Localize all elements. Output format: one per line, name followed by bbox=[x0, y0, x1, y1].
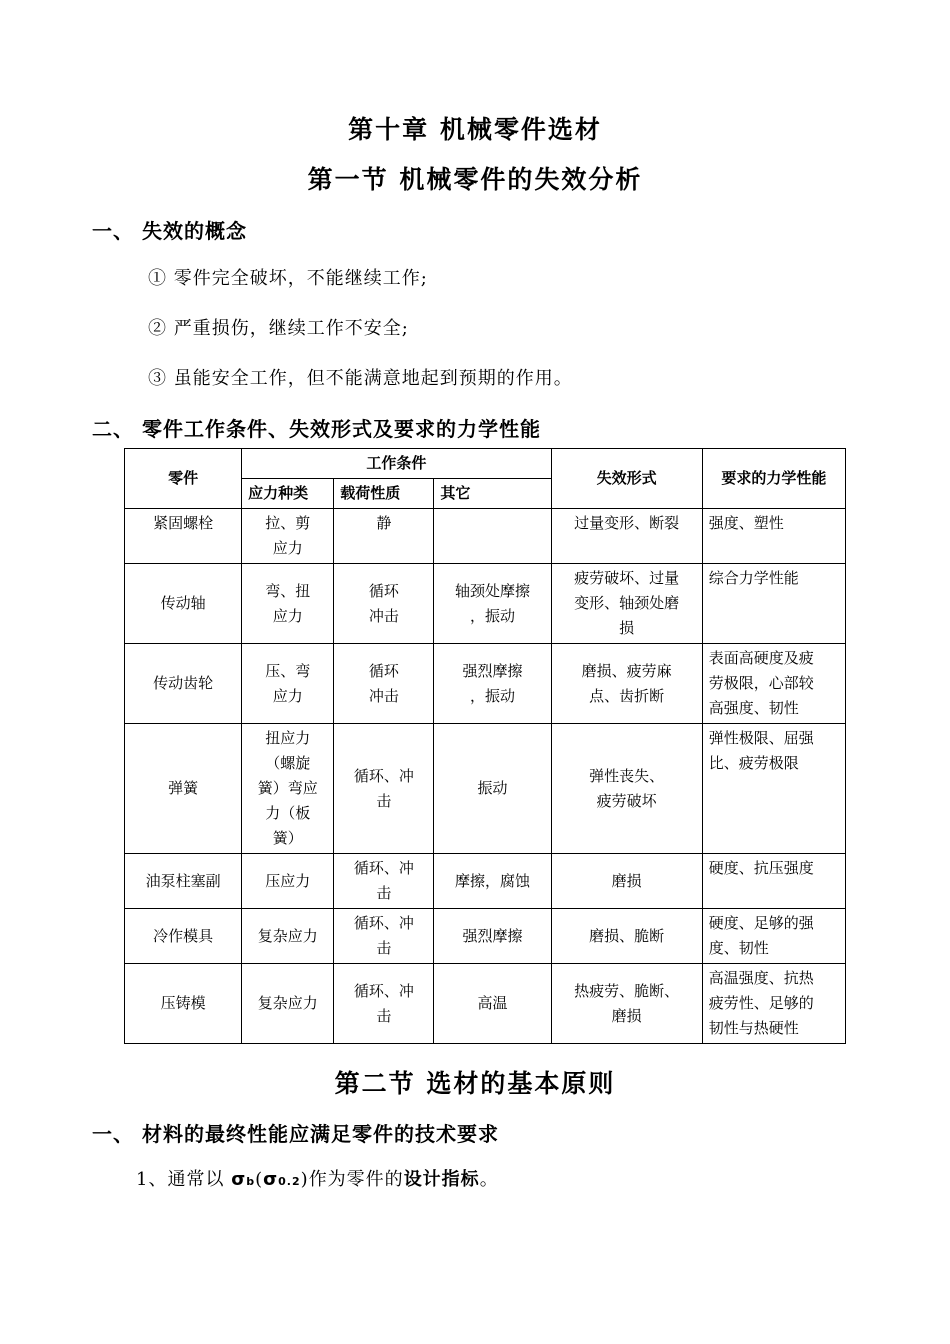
header-failure: 失效形式 bbox=[551, 449, 702, 509]
cell-stress: 压、弯 应力 bbox=[242, 644, 334, 724]
design-index-emphasis: 设计指标 bbox=[403, 1169, 480, 1190]
cell-failure: 疲劳破坏、过量 变形、轴颈处磨 损 bbox=[551, 564, 702, 644]
cell-required: 强度、塑性 bbox=[702, 509, 845, 564]
cell-failure: 磨损 bbox=[551, 854, 702, 909]
sigma-symbol: σ bbox=[263, 1169, 279, 1190]
cell-part: 压铸模 bbox=[125, 964, 242, 1044]
header-stress: 应力种类 bbox=[242, 479, 334, 509]
cell-load: 循环、冲 击 bbox=[334, 724, 434, 854]
cell-failure: 磨损、脆断 bbox=[551, 909, 702, 964]
cell-required: 高温强度、抗热 疲劳性、足够的 韧性与热硬性 bbox=[702, 964, 845, 1044]
cell-other bbox=[434, 509, 551, 564]
list-item: ③ 虽能安全工作，但不能满意地起到预期的作用。 bbox=[148, 368, 573, 389]
failure-table bbox=[124, 448, 846, 1044]
header-load: 载荷性质 bbox=[334, 479, 434, 509]
cell-part: 油泵柱塞副 bbox=[125, 854, 242, 909]
list-item: ② 严重损伤，继续工作不安全; bbox=[148, 318, 409, 339]
cell-stress: 复杂应力 bbox=[242, 964, 334, 1044]
cell-part: 弹簧 bbox=[125, 724, 242, 854]
header-part: 零件 bbox=[125, 449, 242, 509]
cell-required: 硬度、足够的强 度、韧性 bbox=[702, 909, 845, 964]
cell-failure: 过量变形、断裂 bbox=[551, 509, 702, 564]
cell-stress: 弯、扭 应力 bbox=[242, 564, 334, 644]
cell-other: 强烈摩擦 ，振动 bbox=[434, 644, 551, 724]
cell-other: 摩擦，腐蚀 bbox=[434, 854, 551, 909]
cell-part: 冷作模具 bbox=[125, 909, 242, 964]
cell-failure: 弹性丧失、 疲劳破坏 bbox=[551, 724, 702, 854]
cell-required: 硬度、抗压强度 bbox=[702, 854, 845, 909]
cell-load: 循环、冲 击 bbox=[334, 909, 434, 964]
heading-failure-concept: 一、 失效的概念 bbox=[92, 219, 247, 243]
section-title: 第一节 机械零件的失效分析 bbox=[307, 165, 643, 194]
paragraph-design-index bbox=[136, 1165, 499, 1191]
cell-load: 静 bbox=[334, 509, 434, 564]
header-conditions: 工作条件 bbox=[242, 449, 551, 479]
table-row bbox=[125, 724, 846, 854]
cell-stress: 扭应力 （螺旋 簧）弯应 力（板 簧） bbox=[242, 724, 334, 854]
cell-required: 弹性极限、屈强 比、疲劳极限 bbox=[702, 724, 845, 854]
cell-required: 综合力学性能 bbox=[702, 564, 845, 644]
heading-final-properties: 一、 材料的最终性能应满足零件的技术要求 bbox=[92, 1122, 499, 1146]
para-middle: 作为零件的 bbox=[308, 1169, 404, 1190]
close-paren: ) bbox=[300, 1169, 309, 1190]
table-row bbox=[125, 854, 846, 909]
table-row bbox=[125, 964, 846, 1044]
chapter-title: 第十章 机械零件选材 bbox=[348, 115, 602, 144]
cell-load: 循环、冲 击 bbox=[334, 964, 434, 1044]
list-item: ① 零件完全破坏，不能继续工作; bbox=[148, 268, 428, 289]
cell-failure: 热疲劳、脆断、 磨损 bbox=[551, 964, 702, 1044]
cell-part: 传动齿轮 bbox=[125, 644, 242, 724]
cell-other: 强烈摩擦 bbox=[434, 909, 551, 964]
table-row bbox=[125, 564, 846, 644]
cell-part: 紧固螺栓 bbox=[125, 509, 242, 564]
header-other: 其它 bbox=[434, 479, 551, 509]
cell-load: 循环 冲击 bbox=[334, 564, 434, 644]
cell-load: 循环、冲 击 bbox=[334, 854, 434, 909]
header-required: 要求的力学性能 bbox=[702, 449, 845, 509]
cell-other: 振动 bbox=[434, 724, 551, 854]
table-row bbox=[125, 509, 846, 564]
cell-part: 传动轴 bbox=[125, 564, 242, 644]
table-row bbox=[125, 909, 846, 964]
cell-stress: 拉、剪 应力 bbox=[242, 509, 334, 564]
cell-other: 高温 bbox=[434, 964, 551, 1044]
cell-required: 表面高硬度及疲 劳极限，心部较 高强度、韧性 bbox=[702, 644, 845, 724]
cell-failure: 磨损、疲劳麻 点、齿折断 bbox=[551, 644, 702, 724]
heading-conditions: 二、 零件工作条件、失效形式及要求的力学性能 bbox=[92, 417, 541, 441]
section2-title: 第二节 选材的基本原则 bbox=[334, 1069, 616, 1098]
cell-other: 轴颈处摩擦 ，振动 bbox=[434, 564, 551, 644]
sigma-subscript: 0.2 bbox=[278, 1175, 301, 1188]
para-prefix: 1、通常以 bbox=[136, 1169, 232, 1190]
table-row bbox=[125, 644, 846, 724]
cell-stress: 复杂应力 bbox=[242, 909, 334, 964]
cell-stress: 压应力 bbox=[242, 854, 334, 909]
cell-load: 循环 冲击 bbox=[334, 644, 434, 724]
sigma-subscript: b bbox=[246, 1175, 256, 1188]
open-paren: ( bbox=[255, 1169, 264, 1190]
sigma-symbol: σ bbox=[231, 1169, 247, 1190]
para-suffix: 。 bbox=[479, 1169, 499, 1190]
